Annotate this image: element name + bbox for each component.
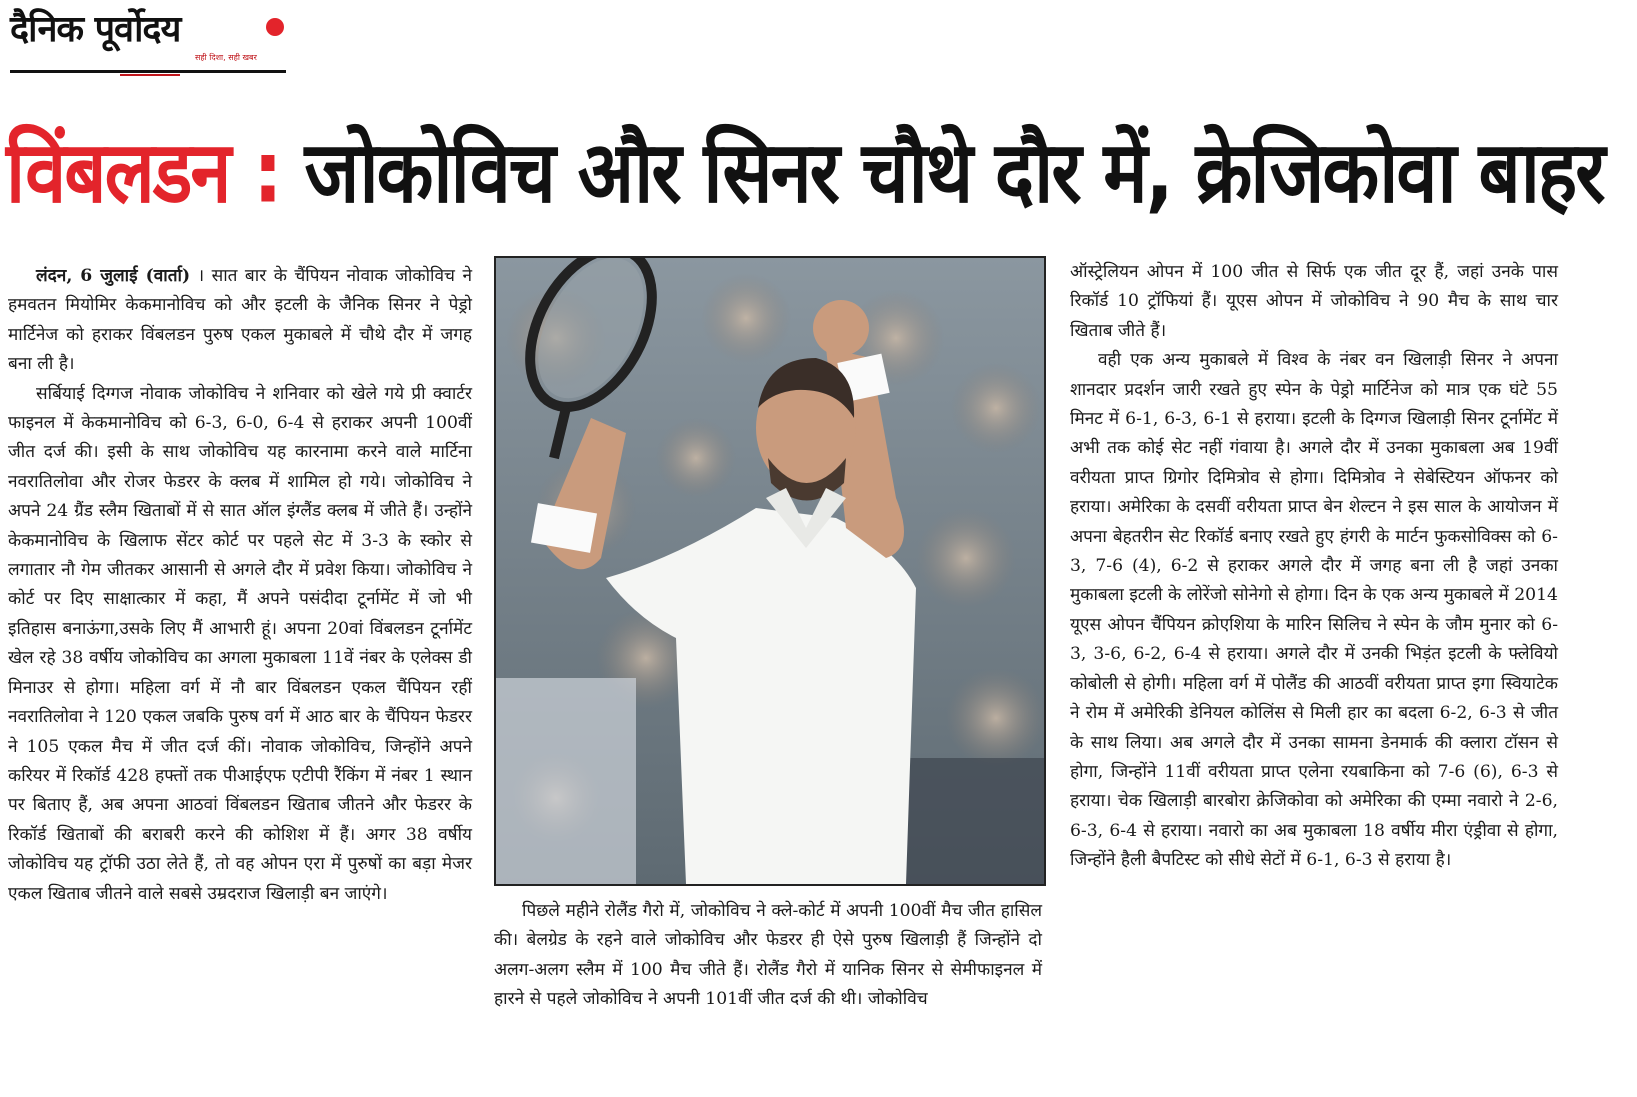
headline — [6, 98, 1631, 248]
newspaper-tagline: सही दिशा, सही खबर — [195, 53, 257, 62]
article-paragraph: सर्बियाई दिग्गज नोवाक जोकोविच ने शनिवार को खेले गये प्री क्वार्टर फाइनल में केकमानोविच को 6-3, 6-0, 6-4 से हराकर अपनी 100वीं जीत दर्ज की। इसी के साथ जोकोविच यह कारनामा करने वाले मार्टिना नवरातिलोवा और रोजर फेडरर के क्लब में शामिल हो गये। जोकोविच ने अपने 24 ग्रैंड स्लैम खिताबों में से सात ऑल इंग्लैंड क्लब में जीते हैं। उन्होंने केकमानोविच के खिलाफ सेंटर कोर्ट पर पहले सेट में 3-3 के स्कोर से लगातार नौ गेम जीतकर आसानी से अगले दौर में प्रवेश किया। जोकोविच ने कोर्ट पर दिए साक्षात्कार में कहा, मैं अपने पसंदीदा टूर्नामेंट में जो भी इतिहास बनाऊंगा,उसके लिए मैं आभारी हूं। अपना 20वां विंबलडन टूर्नामेंट खेल रहे 38 वर्षीय जोकोविच का अगला मुकाबला 11वें नंबर के एलेक्स डी मिनाउर से होगा। महिला वर्ग में नौ बार विंबलडन एकल चैंपियन रहीं नवरातिलोवा ने 120 एकल जबकि पुरुष वर्ग में आठ बार के चैंपियन फेडरर ने 105 एकल मैच में जीत दर्ज कीं। नोवाक जोकोविच, जिन्होंने अपने करियर में रिकॉर्ड 428 हफ्तों तक पीआईएफ एटीपी रैंकिंग में नंबर 1 स्थान पर बिताए हैं, अब अपना आठवां विंबलडन खिताब जीतने और फेडरर के रिकॉर्ड खिताबों की बराबरी करने की कोशिश में हैं। अगर 38 वर्षीय जोकोविच यह ट्रॉफी उठा लेते हैं, तो वह ओपन एरा में पुरुषों का बड़ा मेजर एकल खिताब जीतने वाले सबसे उम्रदराज खिलाड़ी बन जाएंगे। — [8, 383, 472, 904]
masthead-rule — [10, 70, 286, 73]
article-paragraph — [8, 262, 472, 380]
photo-djokovic-celebrating — [496, 258, 1044, 884]
masthead-red-bar — [120, 74, 180, 76]
lead-text: । सात बार के चैंपियन नोवाक जोकोविच ने हमवतन मियोमिर केकमानोविच को और इटली के जैनिक सिनर ने पेड्रो मार्टिनेज को हराकर विंबलडन पुरुष एकल मुकाबले में चौथे दौर में जगह बना ली है। — [8, 266, 472, 375]
dateline: लंदन, 6 जुलाई (वार्ता) — [36, 266, 191, 286]
headline-main: जोकोविच और सिनर चौथे दौर में, क्रेजिकोवा बाहर — [304, 123, 1604, 223]
article-column-left — [8, 262, 472, 909]
article-column-middle — [494, 897, 1042, 1015]
article-paragraph: पिछले महीने रोलैंड गैरो में, जोकोविच ने क्ले-कोर्ट में अपनी 100वीं मैच जीत हासिल की। बेलग्रेड के रहने वाले जोकोविच और फेडरर ही ऐसे पुरुष खिलाड़ी हैं जिन्होंने दो अलग-अलग स्लैम में 100 मैच जीते हैं। रोलैंड गैरो में यानिक सिनर से सेमीफाइनल में हारने से पहले जोकोविच ने अपनी 101वीं जीत दर्ज की थी। जोकोविच — [494, 901, 1042, 1010]
article-column-right — [1070, 258, 1558, 876]
article-photo — [494, 256, 1046, 886]
article-paragraph: ऑस्ट्रेलियन ओपन में 100 जीत से सिर्फ एक जीत दूर हैं, जहां उनके पास रिकॉर्ड 10 ट्रॉफियां हैं। यूएस ओपन में जोकोविच ने 90 मैच के साथ चार खिताब जीते हैं। — [1070, 262, 1558, 341]
article-paragraph: वही एक अन्य मुकाबले में विश्व के नंबर वन खिलाड़ी सिनर ने अपना शानदार प्रदर्शन जारी रखते हुए स्पेन के पेड्रो मार्टिनेज को मात्र एक घंटे 55 मिनट में 6-1, 6-3, 6-1 से हराया। इटली के दिग्गज खिलाड़ी सिनर टूर्नामेंट में अभी तक कोई सेट नहीं गंवाया है। अगले दौर में उनका मुकाबला अब 19वीं वरीयता प्राप्त ग्रिगोर दिमित्रोव से होगा। दिमित्रोव ने सेबेस्टियन ऑफनर को हराया। अमेरिका के दसवीं वरीयता प्राप्त बेन शेल्टन ने इस साल के आयोजन में अपना बेहतरीन सेट रिकॉर्ड बनाए रखते हुए हंगरी के मार्टन फुकसोविक्स को 6-3, 7-6 (4), 6-2 से हराकर अगले दौर में जगह बना ली है जहां उनका मुकाबला इटली के लोरेंजो सोनेगो से होगा। दिन के एक अन्य मुकाबले में 2014 यूएस ओपन चैंपियन क्रोएशिया के मारिन सिलिच ने स्पेन के जौम मुनार को 6-3, 3-6, 6-2, 6-4 से हराया। अगले दौर में उनकी भिड़ंत इटली के फ्लेवियो कोबोली से होगी। महिला वर्ग में पोलैंड की आठवीं वरीयता प्राप्त इगा स्वियाटेक ने रोम में अमेरिकी डेनियल कोलिंस से मिली हार का बदला 6-2, 6-3 से जीत के साथ लिया। अब अगले दौर में उनका सामना डेनमार्क की क्लारा टॉसन से होगा, जिन्होंने 11वीं वरीयता प्राप्त एलेना रयबाकिना को 7-6 (6), 6-3 से हराया। चेक खिलाड़ी बारबोरा क्रेजिकोवा को अमेरिका की एम्मा नवारो ने 2-6, 6-3, 6-4 से हराया। नवारो का अब मुकाबला 18 वर्षीय मीरा एंड्रीवा से होगा, जिन्होंने हैली बैपटिस्ट को सीधे सेटों में 6-1, 6-3 से हराया है। — [1070, 350, 1558, 871]
masthead — [10, 8, 286, 74]
newspaper-name: दैनिक पूर्वोदय — [10, 9, 181, 50]
headline-kicker: विंबलडन : — [6, 123, 281, 223]
masthead-logo-dot — [266, 18, 284, 36]
